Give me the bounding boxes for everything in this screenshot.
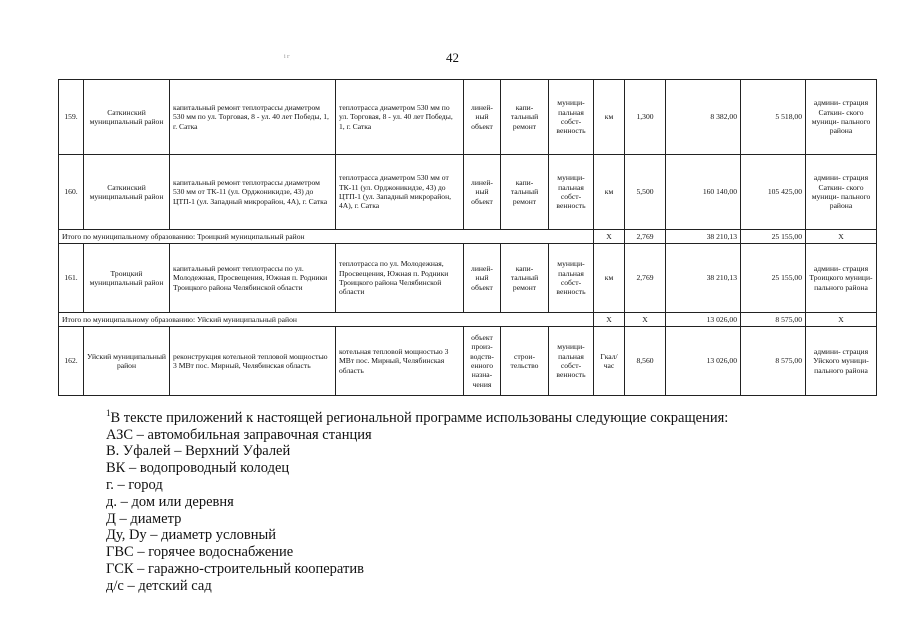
- footnote-abbreviations: [106, 405, 728, 595]
- district-cell: Саткинский муниципальный район: [84, 80, 170, 155]
- admin-cell: админи- страция Саткин- ского муници- пального района: [806, 80, 877, 155]
- admin-cell: админи- страция Троицкого муници- пального района: [806, 244, 877, 313]
- footnote-line: Ду, Dу – диаметр условный: [106, 527, 277, 544]
- scan-speck: і г: [284, 54, 290, 60]
- object-type-cell: объект произ- водств- енного назна- чения: [464, 327, 501, 396]
- unit-cell: Х: [594, 313, 625, 327]
- budget-cell: 25 155,00: [741, 230, 806, 244]
- cost-cell: 38 210,13: [666, 230, 741, 244]
- footnote-line: д. – дом или деревня: [106, 493, 234, 510]
- footnote-line: АЗС – автомобильная заправочная станция: [106, 426, 372, 443]
- footnote-line: ГСК – гаражно-строительный кооператив: [106, 561, 364, 577]
- capacity-cell: 2,769: [625, 244, 666, 313]
- admin-cell: Х: [806, 230, 877, 244]
- capacity-cell: 5,500: [625, 155, 666, 230]
- footnote-line: В тексте приложений к настоящей региональной программе использованы следующие сокращения:: [110, 409, 729, 426]
- work-cell: реконструкция котельной тепловой мощностью 3 МВт пос. Мирный, Челябинская область: [170, 327, 336, 396]
- budget-cell: 105 425,00: [741, 155, 806, 230]
- total-row: [59, 313, 877, 327]
- work-cell: капитальный ремонт теплотрассы диаметром 530 мм по ул. Торговая, 8 - ул. 40 лет Победы, 1, г. Сатка: [170, 80, 336, 155]
- object-type-cell: линей- ный объект: [464, 80, 501, 155]
- object-type-cell: линей- ный объект: [464, 155, 501, 230]
- unit-cell: Гкал/ час: [594, 327, 625, 396]
- unit-cell: Х: [594, 230, 625, 244]
- cost-cell: 38 210,13: [666, 244, 741, 313]
- budget-cell: 25 155,00: [741, 244, 806, 313]
- district-cell: Саткинский муниципальный район: [84, 155, 170, 230]
- row-number: 161.: [59, 244, 84, 313]
- capacity-cell: 1,300: [625, 80, 666, 155]
- footnote-marker: 1: [106, 408, 111, 418]
- admin-cell: админи- страция Саткин- ского муници- пального района: [806, 155, 877, 230]
- total-label: Итого по муниципальному образованию: Уйский муниципальный район: [59, 313, 594, 327]
- capacity-cell: 8,560: [625, 327, 666, 396]
- object-type-cell: линей- ный объект: [464, 244, 501, 313]
- page-number: 42: [446, 50, 459, 65]
- row-number: 160.: [59, 155, 84, 230]
- budget-cell: 5 518,00: [741, 80, 806, 155]
- work-cell: капитальный ремонт теплотрассы по ул. Молодежная, Просвещения, Южная п. Родники Троицкого района Челябинской области: [170, 244, 336, 313]
- admin-cell: Х: [806, 313, 877, 327]
- cost-cell: 13 026,00: [666, 327, 741, 396]
- work-cell: капитальный ремонт теплотрассы диаметром 530 мм от ТК-11 (ул. Орджоникидзе, 43) до ЦТП-1 (ул. Западный микрорайон, 4А), г. Сатка: [170, 155, 336, 230]
- footnote-line: д/с – детский сад: [106, 577, 212, 594]
- table-row: [59, 155, 877, 230]
- district-cell: Троицкий муниципальный район: [84, 244, 170, 313]
- total-label: Итого по муниципальному образованию: Троицкий муниципальный район: [59, 230, 594, 244]
- cost-cell: 8 382,00: [666, 80, 741, 155]
- footnote-intro: [106, 405, 728, 427]
- unit-cell: км: [594, 244, 625, 313]
- unit-cell: км: [594, 155, 625, 230]
- district-cell: Уйский муниципальный район: [84, 327, 170, 396]
- cost-cell: 160 140,00: [666, 155, 741, 230]
- total-row: [59, 230, 877, 244]
- row-number: 162.: [59, 327, 84, 396]
- capacity-cell: 2,769: [625, 230, 666, 244]
- footnote-line: Д – диаметр: [106, 510, 182, 527]
- table-row: [59, 244, 877, 313]
- footnote-line: г. – город: [106, 477, 163, 494]
- admin-cell: админи- страция Уйского муници- пального района: [806, 327, 877, 396]
- table-row: [59, 80, 877, 155]
- object-cell: теплотрасса диаметром 530 мм от ТК-11 (ул. Орджоникидзе, 43) до ЦТП-1 (ул. Западный микрорайон, 4А), г. Сатка: [336, 155, 464, 230]
- footnote-line: ВК – водопроводный колодец: [106, 460, 290, 477]
- footnote-line: ГВС – горячее водоснабжение: [106, 544, 294, 561]
- capacity-cell: Х: [625, 313, 666, 327]
- ownership-cell: муници- пальная собст- венность: [549, 80, 594, 155]
- footnote-line: В. Уфалей – Верхний Уфалей: [106, 443, 291, 460]
- ownership-cell: муници- пальная собст- венность: [549, 244, 594, 313]
- object-cell: теплотрасса диаметром 530 мм по ул. Торговая, 8 - ул. 40 лет Победы, 1, г. Сатка: [336, 80, 464, 155]
- ownership-cell: муници- пальная собст- венность: [549, 327, 594, 396]
- row-number: 159.: [59, 80, 84, 155]
- object-cell: котельная тепловой мощностью 3 МВт пос. Мирный, Челябинская область: [336, 327, 464, 396]
- budget-cell: 8 575,00: [741, 327, 806, 396]
- cost-cell: 13 026,00: [666, 313, 741, 327]
- unit-cell: км: [594, 80, 625, 155]
- object-cell: теплотрасса по ул. Молодежная, Просвещения, Южная п. Родники Троицкого района Челябинской области: [336, 244, 464, 313]
- work-type-cell: капи- тальный ремонт: [501, 155, 549, 230]
- table-row: [59, 327, 877, 396]
- ownership-cell: муници- пальная собст- венность: [549, 155, 594, 230]
- program-table: [58, 79, 877, 396]
- work-type-cell: капи- тальный ремонт: [501, 244, 549, 313]
- work-type-cell: капи- тальный ремонт: [501, 80, 549, 155]
- work-type-cell: строи- тельство: [501, 327, 549, 396]
- budget-cell: 8 575,00: [741, 313, 806, 327]
